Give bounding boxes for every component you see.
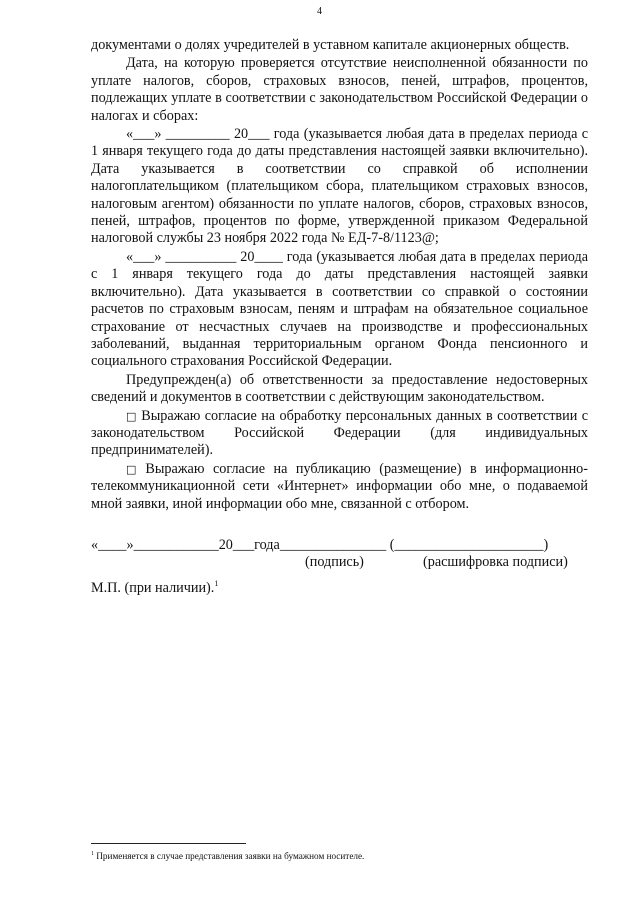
footnote-mark: 1: [91, 851, 94, 857]
stamp-note-text: М.П. (при наличии).: [91, 580, 215, 597]
checkbox-publication[interactable]: □: [126, 462, 142, 476]
stamp-note: [91, 575, 588, 597]
checkbox-personal-data[interactable]: □: [126, 409, 138, 423]
paragraph-consent-personal-data: [91, 408, 588, 460]
footnote-text: Применяется в случае представления заявки на бумажном носителе.: [96, 851, 365, 861]
signature-captions: [91, 554, 588, 572]
paragraph-shareholders: документами о долях учредителей в уставном капитале акционерных обществ.: [91, 37, 570, 53]
paragraph-liability-warning: Предупрежден(а) об ответственности за предоставление недостоверных сведений и документов в соответствии с действующим законодательством.: [91, 371, 588, 406]
signature-line: «____»____________20___года_______________ (_____________________): [91, 536, 549, 553]
paragraph-insurance-certificate-date: «___» __________ 20____ года (указывается любая дата в пределах периода с 1 января текущего года до даты представления настоящей заявки включительно). Дата указывается в соответствии со справкой о состоянии расчетов по страховым взносам, пеням и штрафам на обязательное социальное страхование от несчастных случаев на производстве и профессиональных заболеваний, выданная территориальным органом Фонда пенсионного и социального страхования Российской Федерации.: [91, 248, 588, 370]
consent-personal-data-text: Выражаю согласие на обработку персональных данных в соответствии с законодательством Российской Федерации (для индивидуальных предпринимателей).: [91, 407, 588, 459]
page-number: 4: [317, 6, 322, 17]
document-body: [91, 37, 588, 598]
signature-decode-caption: (расшифровка подписи): [423, 554, 568, 571]
footnote: [91, 851, 364, 861]
consent-publication-text: Выражаю согласие на публикацию (размещение) в информационно-телекоммуникационной сети «Интернет» информации обо мне, о подаваемой мной заявки, иной информации обо мне, связанной с отбором.: [91, 460, 588, 512]
footnote-divider: [91, 843, 246, 844]
signature-caption: (подпись): [305, 554, 364, 571]
paragraph-consent-publication: [91, 461, 588, 513]
paragraph-tax-certificate-date: «___» _________ 20___ года (указывается любая дата в пределах периода с 1 января текущего года до даты представления настоящей заявки включительно). Дата указывается в соответствии со справкой об исполнении налогоплательщиком (плательщиком сбора, плательщиком страховых взносов, налоговым агентом) обязанности по уплате налогов, сборов, страховых взносов, пеней, штрафов, процентов по форме, утвержденной приказом Федеральной налоговой службы 23 ноября 2022 года № ЕД-7-8/1123@;: [91, 126, 588, 247]
paragraph-tax-check-date: Дата, на которую проверяется отсутствие неисполненной обязанности по уплате налогов, сборов, страховых взносов, пеней, штрафов, процентов, подлежащих уплате в соответствии с законодательством Российской Федерации о налогах и сборах:: [91, 55, 588, 124]
footnote-ref: 1: [214, 579, 219, 589]
